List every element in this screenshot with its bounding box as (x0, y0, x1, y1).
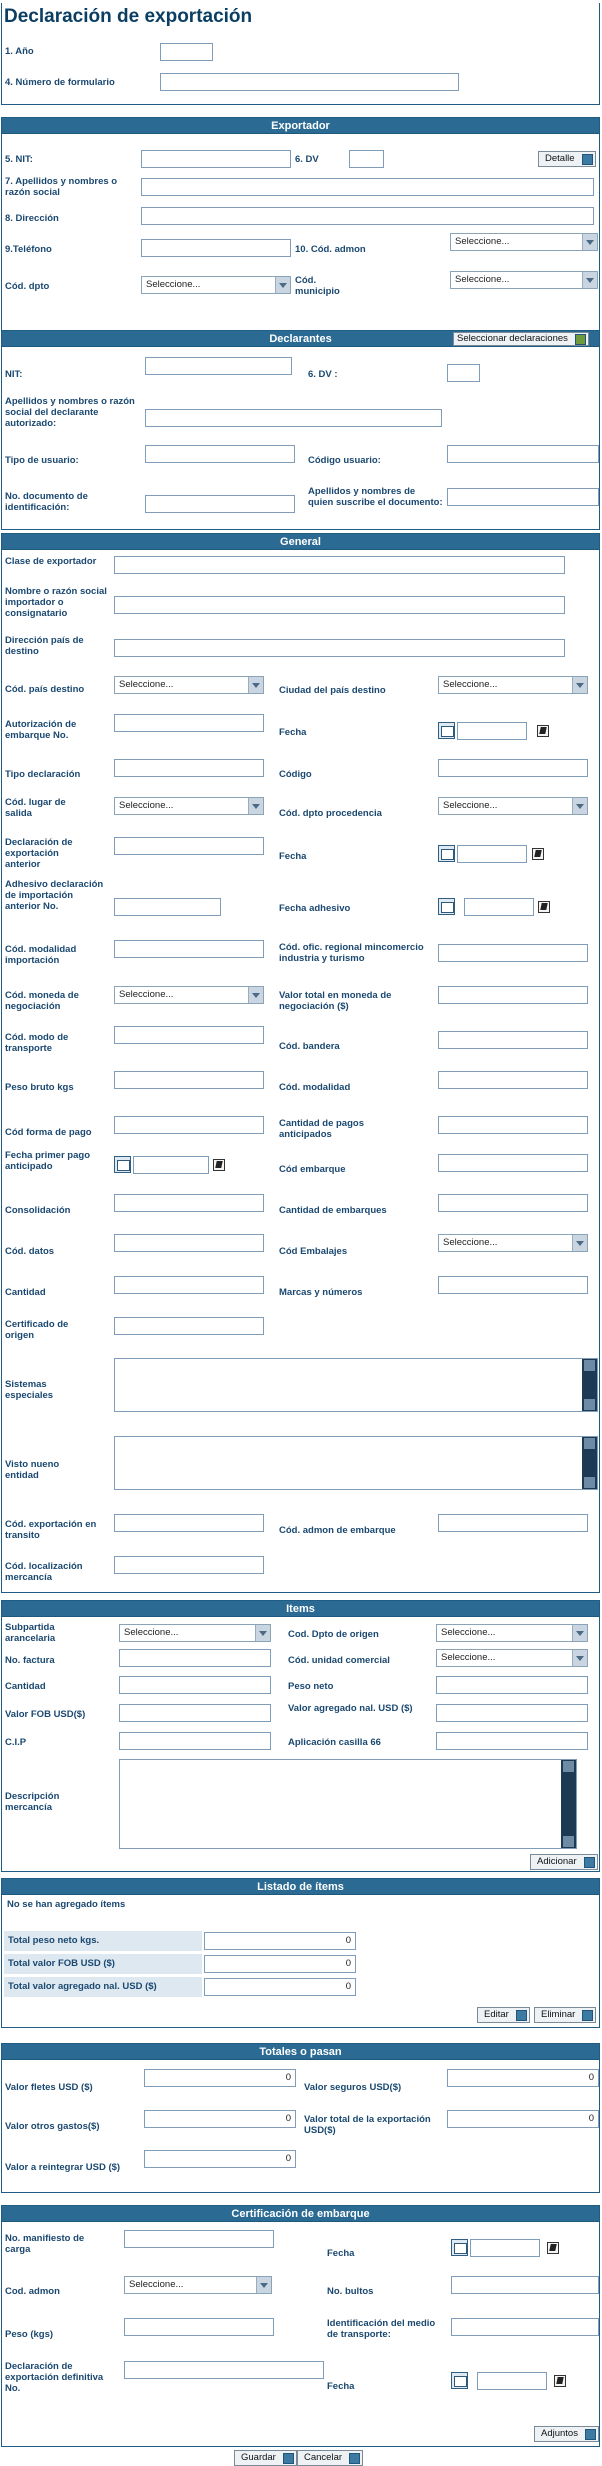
marcas-input[interactable] (438, 1276, 588, 1294)
admon-embarque-label: Cód. admon de embarque (279, 1525, 396, 1536)
fecha-label: Fecha (279, 727, 307, 738)
nit-input[interactable] (141, 150, 291, 168)
transito-input[interactable] (114, 1514, 264, 1532)
sistemas-label: Sistemas especiales (5, 1379, 54, 1401)
empty-message: No se han agregado ítems (7, 1899, 126, 1910)
chevron-down-icon (572, 1625, 587, 1641)
certificado-label: Certificado de origen (5, 1319, 69, 1341)
chevron-down-icon (572, 1235, 587, 1251)
autorizacion-label: Autorización de embarque No. (5, 719, 77, 741)
editar-label: Editar (484, 2009, 509, 2020)
peso-bruto-label: Peso bruto kgs (5, 1082, 74, 1093)
nombre-input[interactable] (141, 178, 594, 196)
embalajes-select[interactable] (438, 1234, 588, 1252)
valor-fob-input[interactable] (119, 1704, 271, 1722)
clear-date-icon[interactable] (554, 2375, 566, 2387)
select-text: Seleccione... (119, 679, 174, 690)
cod-admon-label: 10. Cód. admon (295, 244, 366, 255)
codigo-input[interactable] (438, 759, 588, 777)
chevron-down-icon (582, 272, 597, 288)
embalajes-label: Cód Embalajes (279, 1246, 348, 1257)
form-number-label: 4. Número de formulario (5, 77, 115, 88)
importador-input[interactable] (114, 596, 565, 614)
select-text: Seleccione... (441, 1652, 496, 1663)
select-text: Seleccione... (443, 1237, 498, 1248)
direccion-label: 8. Dirección (5, 213, 59, 224)
visto-label: Visto nueno entidad (5, 1459, 60, 1481)
cip-label: C.I.P (5, 1737, 27, 1748)
chevron-down-icon (248, 798, 263, 814)
eliminar-button[interactable] (534, 2007, 596, 2023)
clear-date-icon[interactable] (537, 725, 549, 737)
total-peso-value: 0 (204, 1932, 356, 1950)
definitiva-label: Declaración de exportación definitiva No. (5, 2361, 104, 2394)
fecha-label: Fecha (279, 851, 307, 862)
localizacion-input[interactable] (114, 1556, 264, 1574)
cancelar-button[interactable] (297, 2450, 363, 2466)
manifiesto-input[interactable] (124, 2230, 274, 2248)
autorizacion-input[interactable] (114, 714, 264, 732)
valor-fob-label: Valor FOB USD($) (5, 1709, 86, 1720)
detalle-button[interactable] (538, 151, 596, 167)
dpto-proc-label: Cód. dpto procedencia (279, 808, 382, 819)
seleccionar-declaraciones-button[interactable] (453, 332, 589, 346)
pagos-anticipados-input[interactable] (438, 1116, 588, 1134)
direccion-destino-label: Dirección país de destino (5, 635, 84, 657)
otros-value[interactable]: 0 (144, 2110, 296, 2128)
detail-icon (582, 154, 593, 165)
forma-pago-label: Cód forma de pago (5, 1127, 92, 1138)
seguros-label: Valor seguros USD($) (304, 2082, 402, 2093)
codigo-usuario-label: Código usuario: (308, 455, 381, 466)
manifiesto-label: No. manifiesto de carga (5, 2233, 85, 2255)
dpto-origen-label: Cod. Dpto de origen (288, 1629, 379, 1640)
cert-fecha2-input[interactable] (477, 2372, 547, 2390)
chevron-down-icon (255, 1625, 270, 1641)
cod-dpto-select[interactable] (141, 276, 291, 294)
dv-label: 6. DV (295, 154, 319, 165)
calendar-icon[interactable] (438, 722, 455, 739)
calendar-icon[interactable] (451, 2372, 468, 2389)
cancel-icon (349, 2453, 360, 2464)
exportador-section (1, 117, 600, 335)
page-title: Declaración de exportación (4, 6, 253, 27)
decl-dv-input[interactable] (447, 364, 480, 382)
certificacion-header: Certificación de embarque (2, 2206, 599, 2222)
embarque-input[interactable] (438, 1154, 588, 1172)
detalle-label: Detalle (545, 153, 575, 164)
decl-nit-label: NIT: (5, 369, 23, 380)
select-text: Seleccione... (119, 800, 174, 811)
adhesivo-label: Adhesivo declaración de importación anterior No. (5, 879, 104, 912)
total-label: Valor total de la exportación USD($) (304, 2114, 431, 2136)
adicionar-button[interactable] (530, 1854, 598, 1870)
identificacion-input[interactable] (451, 2318, 599, 2336)
total-value[interactable]: 0 (447, 2110, 599, 2128)
valor-agregado-input[interactable] (436, 1704, 588, 1722)
scrollbar[interactable] (582, 1359, 597, 1411)
header-frame (1, 3, 600, 105)
bultos-label: No. bultos (327, 2286, 374, 2297)
cantidad-label: Cantidad (5, 1287, 46, 1298)
seguros-value[interactable]: 0 (447, 2069, 599, 2087)
listado-header: Listado de ítems (2, 1879, 599, 1895)
certificado-input[interactable] (114, 1317, 264, 1335)
cantidad-input[interactable] (114, 1276, 264, 1294)
adicionar-label: Adicionar (537, 1856, 577, 1867)
suscribe-input[interactable] (447, 488, 599, 506)
reintegrar-label: Valor a reintegrar USD ($) (5, 2162, 121, 2173)
eliminar-label: Eliminar (541, 2009, 576, 2020)
editar-button[interactable] (477, 2007, 530, 2023)
cancelar-label: Cancelar (304, 2452, 343, 2463)
calendar-icon[interactable] (438, 898, 455, 915)
direccion-input[interactable] (141, 207, 594, 225)
importador-label: Nombre o razón social importador o consignatario (5, 586, 107, 619)
certificacion-section (1, 2205, 600, 2447)
chevron-down-icon (275, 277, 290, 293)
fecha-adhesivo-input[interactable] (464, 898, 534, 916)
cert-fecha-label: Fecha (327, 2248, 355, 2259)
codigo-label: Código (279, 769, 312, 780)
admon-embarque-input[interactable] (438, 1514, 588, 1532)
sistemas-textarea[interactable] (114, 1358, 598, 1412)
suscribe-label: Apellidos y nombres de quien suscribe el documento: (308, 486, 443, 508)
clear-date-icon[interactable] (213, 1159, 225, 1171)
subpartida-label: Subpartida arancelaria (5, 1622, 56, 1644)
select-text: Seleccione... (119, 989, 174, 1000)
modalidad-input[interactable] (438, 1071, 588, 1089)
select-text: Seleccione... (443, 679, 498, 690)
datos-label: Cód. datos (5, 1246, 55, 1257)
casilla-input[interactable] (436, 1732, 588, 1750)
chevron-down-icon (248, 677, 263, 693)
chevron-down-icon (256, 2277, 271, 2293)
dpto-proc-select[interactable] (438, 797, 588, 815)
add-icon (584, 1857, 595, 1868)
bultos-input[interactable] (451, 2276, 599, 2294)
fletes-label: Valor fletes USD ($) (5, 2082, 93, 2093)
no-doc-input[interactable] (145, 495, 295, 513)
delete-icon (582, 2010, 593, 2021)
cert-fecha2-label: Fecha (327, 2381, 355, 2392)
attach-icon (585, 2429, 596, 2440)
total-fob-label: Total valor FOB USD ($) (4, 1954, 202, 1974)
peso-neto-label: Peso neto (288, 1681, 334, 1692)
pagos-anticipados-label: Cantidad de pagos anticipados (279, 1118, 364, 1140)
datos-input[interactable] (114, 1234, 264, 1252)
nombre-label: 7. Apellidos y nombres o razón social (5, 176, 118, 198)
cant-embarques-input[interactable] (438, 1194, 588, 1212)
cod-municipio-label: Cód. municipio (295, 275, 340, 297)
tipo-usuario-input[interactable] (145, 445, 295, 463)
select-text: Seleccione... (443, 800, 498, 811)
declarantes-section (1, 330, 600, 530)
total-agregado-value: 0 (204, 1978, 356, 1996)
fecha-primer-pago-input[interactable] (133, 1156, 209, 1174)
totales-header: Totales o pasan (2, 2044, 599, 2060)
guardar-label: Guardar (241, 2452, 276, 2463)
peso-neto-input[interactable] (436, 1676, 588, 1694)
embarque-label: Cód embarque (279, 1164, 346, 1175)
tipo-decl-input[interactable] (114, 759, 264, 777)
decl-dv-label: 6. DV : (308, 369, 338, 380)
moneda-label: Cód. moneda de negociación (5, 990, 79, 1012)
direccion-destino-input[interactable] (114, 639, 565, 657)
peso-bruto-input[interactable] (114, 1071, 264, 1089)
cod-pais-label: Cód. país destino (5, 684, 85, 695)
decl-nombre-input[interactable] (145, 409, 442, 427)
calendar-icon[interactable] (451, 2239, 468, 2256)
modalidad-imp-label: Cód. modalidad importación (5, 944, 77, 966)
fecha-input[interactable] (457, 722, 527, 740)
factura-label: No. factura (5, 1655, 55, 1666)
unidad-label: Cód. unidad comercial (288, 1655, 390, 1666)
total-agregado-label: Total valor agregado nal. USD ($) (4, 1977, 202, 1997)
cod-pais-select[interactable] (114, 676, 264, 694)
items-header: Items (2, 1601, 599, 1617)
items-section (1, 1600, 600, 1872)
select-text: Seleccione... (124, 1627, 179, 1638)
fecha-input[interactable] (457, 845, 527, 863)
moneda-select[interactable] (114, 986, 264, 1004)
totales-section (1, 2043, 600, 2193)
list-icon (575, 334, 586, 345)
bandera-input[interactable] (438, 1031, 588, 1049)
casilla-label: Aplicación casilla 66 (288, 1737, 381, 1748)
calendar-icon[interactable] (438, 845, 455, 862)
adjuntos-label: Adjuntos (541, 2428, 578, 2439)
clase-input[interactable] (114, 556, 565, 574)
fecha-primer-pago-label: Fecha primer pago anticipado (5, 1150, 90, 1172)
visto-textarea[interactable] (114, 1436, 598, 1490)
declarantes-header: Declarantes (2, 331, 599, 347)
lugar-salida-label: Cód. lugar de salida (5, 797, 66, 819)
descripcion-textarea[interactable] (119, 1759, 577, 1849)
modalidad-imp-input[interactable] (114, 940, 264, 958)
telefono-label: 9.Teléfono (5, 244, 52, 255)
guardar-button[interactable] (234, 2450, 297, 2466)
decl-anterior-label: Declaración de exportación anterior (5, 837, 73, 870)
decl-nombre-label: Apellidos y nombres o razón social del declarante autorizado: (5, 396, 135, 429)
modalidad-label: Cód. modalidad (279, 1082, 351, 1093)
cert-fecha-input[interactable] (470, 2239, 540, 2257)
subpartida-select[interactable] (119, 1624, 271, 1642)
decl-anterior-input[interactable] (114, 837, 264, 855)
cod-dpto-label: Cód. dpto (5, 281, 50, 292)
calendar-icon[interactable] (114, 1156, 131, 1173)
adhesivo-input[interactable] (114, 898, 221, 916)
save-icon (283, 2453, 294, 2464)
clear-date-icon[interactable] (538, 901, 550, 913)
select-text: Seleccione... (441, 1627, 496, 1638)
cip-input[interactable] (119, 1732, 271, 1750)
exportador-header: Exportador (2, 118, 599, 134)
clear-date-icon[interactable] (532, 848, 544, 860)
decl-nit-input[interactable] (145, 357, 292, 375)
chevron-down-icon (582, 234, 597, 250)
cod-admon-select[interactable] (450, 233, 598, 251)
transito-label: Cód. exportación en transito (5, 1519, 97, 1541)
total-fob-value: 0 (204, 1955, 356, 1973)
valor-moneda-input[interactable] (438, 986, 588, 1004)
marcas-label: Marcas y números (279, 1287, 363, 1298)
consolidacion-input[interactable] (114, 1194, 264, 1212)
item-cantidad-input[interactable] (119, 1676, 271, 1694)
adjuntos-button[interactable] (534, 2426, 599, 2442)
dpto-origen-select[interactable] (436, 1624, 588, 1642)
ciudad-label: Ciudad del país destino (279, 685, 386, 696)
edit-icon (516, 2010, 527, 2021)
reintegrar-value[interactable]: 0 (144, 2150, 296, 2168)
chevron-down-icon (572, 1650, 587, 1666)
localizacion-label: Cód. localización mercancía (5, 1561, 83, 1583)
select-text: Seleccione... (455, 236, 510, 247)
valor-agregado-label: Valor agregado nal. USD ($) (288, 1703, 413, 1714)
cert-admon-select[interactable] (124, 2276, 272, 2294)
ofic-regional-input[interactable] (438, 944, 588, 962)
cert-peso-label: Peso (kgs) (5, 2329, 54, 2340)
fecha-adhesivo-label: Fecha adhesivo (279, 903, 351, 914)
descripcion-label: Descripción mercancía (5, 1791, 60, 1813)
cod-municipio-select[interactable] (450, 271, 598, 289)
clear-date-icon[interactable] (547, 2242, 559, 2254)
select-text: Seleccione... (455, 274, 510, 285)
forma-pago-input[interactable] (114, 1116, 264, 1134)
year-label: 1. Año (5, 46, 34, 57)
listado-section (1, 1878, 600, 2028)
valor-moneda-label: Valor total en moneda de negociación ($) (279, 990, 392, 1012)
total-peso-label: Total peso neto kgs. (4, 1931, 202, 1951)
unidad-select[interactable] (436, 1649, 588, 1667)
chevron-down-icon (248, 987, 263, 1003)
lugar-salida-select[interactable] (114, 797, 264, 815)
telefono-input[interactable] (141, 239, 291, 257)
dv-input[interactable] (349, 150, 384, 168)
identificacion-label: Identificación del medio de transporte: (327, 2318, 436, 2340)
clase-label: Clase de exportador (5, 556, 97, 567)
modo-transporte-input[interactable] (114, 1026, 264, 1044)
tipo-decl-label: Tipo declaración (5, 769, 81, 780)
consolidacion-label: Consolidación (5, 1205, 71, 1216)
cert-admon-label: Cod. admon (5, 2286, 60, 2297)
modo-transporte-label: Cód. modo de transporte (5, 1032, 69, 1054)
chevron-down-icon (572, 798, 587, 814)
ciudad-select[interactable] (438, 676, 588, 694)
select-text: Seleccione... (129, 2279, 184, 2290)
fletes-value[interactable]: 0 (144, 2069, 296, 2087)
scrollbar[interactable] (582, 1437, 597, 1489)
codigo-usuario-input[interactable] (447, 445, 599, 463)
bandera-label: Cód. bandera (279, 1041, 340, 1052)
otros-label: Valor otros gastos($) (5, 2121, 100, 2132)
chevron-down-icon (572, 677, 587, 693)
general-section (1, 533, 600, 1593)
factura-input[interactable] (119, 1649, 271, 1667)
definitiva-input[interactable] (124, 2361, 324, 2379)
cert-peso-input[interactable] (124, 2318, 274, 2336)
select-text: Seleccione... (146, 279, 201, 290)
item-cantidad-label: Cantidad (5, 1681, 46, 1692)
seleccionar-label: Seleccionar declaraciones (457, 333, 568, 344)
nit-label: 5. NIT: (5, 154, 33, 165)
scrollbar[interactable] (561, 1760, 576, 1848)
general-header: General (2, 534, 599, 550)
ofic-regional-label: Cód. ofic. regional mincomercio industria y turismo (279, 942, 424, 964)
cant-embarques-label: Cantidad de embarques (279, 1205, 387, 1216)
no-doc-label: No. documento de identificación: (5, 491, 88, 513)
tipo-usuario-label: Tipo de usuario: (5, 455, 79, 466)
